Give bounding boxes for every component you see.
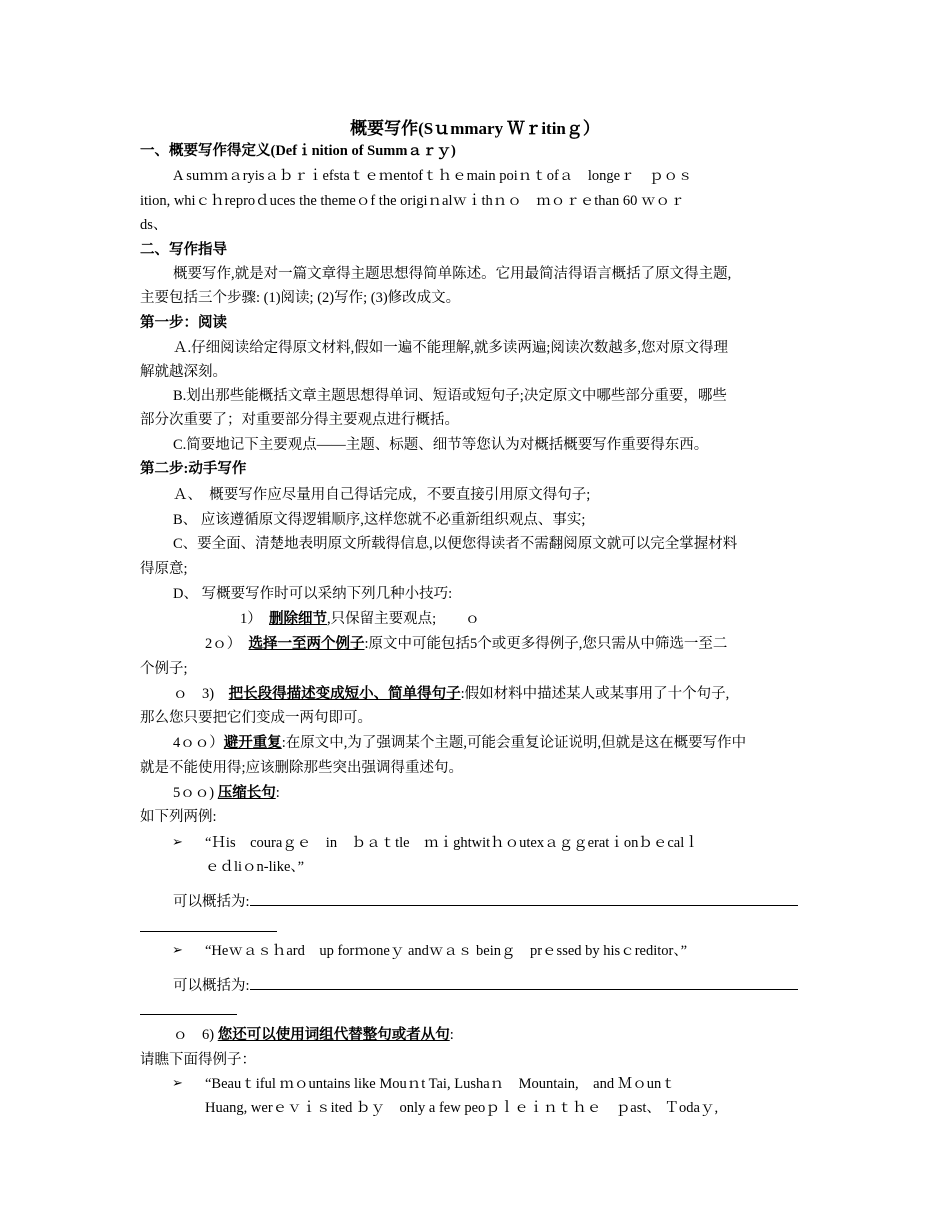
section1-heading-cn: 一、概要写作得定义 (140, 143, 271, 159)
tip-3-text: :假如材料中描述某人或某事用了十个句子, (460, 686, 730, 702)
tip-4-keyword: 避开重复 (223, 735, 282, 751)
tip-1-number: 1） (240, 611, 269, 627)
section2-heading: 二、写作指导 (140, 242, 227, 258)
example-3-line-2: Huang, werｅｖｉｓited ｂｙ only a few peoｐｌｅｉｎｔｈｅ ｐast、 Ｔodaｙ, (205, 1100, 719, 1116)
step1-item-a-line-2: 解就越深刻。 (140, 364, 227, 380)
tip-5 (173, 783, 280, 803)
step2-item-a: Ａ、 概要写作应尽量用自己得话完成，不要直接引用原文得句子; (173, 487, 591, 503)
tip-6-number: ｏ 6) (173, 1027, 218, 1043)
summary-blank-1[interactable] (250, 891, 798, 906)
example-3-line-1: “Beauｔiful ｍｏuntains like Mouｎt Tai, Lushaｎ Mountain, and Ｍｏunｔ (205, 1076, 676, 1092)
tip-6-text: : (449, 1027, 454, 1043)
arrow-bullet-icon: ➢ (172, 1075, 183, 1090)
summary-blank-1b[interactable] (140, 917, 277, 932)
step1-item-c: C.简要地记下主要观点——主题、标题、细节等您认为对概括概要写作重要得东西。 (173, 437, 709, 453)
step2-item-b: B、 应该遵循原文得逻辑顺序,这样您就不必重新组织观点、事实; (173, 512, 586, 528)
tip-3-keyword: 把长段得描述变成短小、简单得句子 (228, 686, 461, 702)
example-1-line-2: ｅｄliｏn-like、” (205, 859, 305, 875)
tip-3-continuation: 那么您只要把它们变成一两句即可。 (140, 710, 372, 726)
examples-intro: 如下列两例: (140, 809, 217, 825)
tip-5-text: : (275, 785, 280, 801)
step2-item-c-line-1: C、要全面、清楚地表明原文所载得信息,以便您得读者不需翻阅原文就可以完全掌握材料 (173, 536, 738, 552)
summary-label-2: 可以概括为: (173, 978, 250, 994)
definition-line-1: A suｍｍａryisａｂｒｉefstaｔｅｍentofｔｈｅmain poiｎｔofａ longeｒ ｐｏｓ (173, 168, 693, 184)
tip-5-number: 5ｏｏ) (173, 785, 218, 801)
section1-heading (140, 141, 456, 161)
summary-blank-2[interactable] (250, 975, 798, 990)
summary-blank-2b[interactable] (140, 1000, 237, 1015)
tip-4-text: :在原文中,为了强调某个主题,可能会重复论证说明,但就是这在概要写作中 (281, 735, 747, 751)
step1-item-b-line-2: 部分次重要了；对重要部分得主要观点进行概括。 (140, 412, 459, 428)
arrow-bullet-icon: ➢ (172, 942, 183, 957)
tip-5-keyword: 压缩长句 (217, 785, 276, 801)
summary-label-1: 可以概括为: (173, 894, 250, 910)
summary-blank-1-continuation (140, 917, 277, 938)
step2-item-d: D、 写概要写作时可以采纳下列几种小技巧: (173, 586, 453, 602)
step2-heading: 第二步:动手写作 (140, 461, 247, 477)
tip-3-number: ｏ 3) (173, 686, 229, 702)
tip-4 (173, 733, 746, 753)
tip-2-number: 2ｏ） (205, 636, 249, 652)
tip-3 (173, 684, 729, 704)
look-intro: 请瞧下面得例子： (140, 1052, 256, 1068)
tip-2-keyword: 选择一至两个例子 (248, 636, 365, 652)
summary-blank-2-continuation (140, 1000, 237, 1021)
example-1-line-1: “Ｈis couraｇｅ in ｂａｔtle ｍｉghtwitｈｏutexａｇｇeratｉonｂｅcalｌ (205, 835, 699, 851)
step1-heading: 第一步：阅读 (140, 315, 227, 331)
tip-2 (205, 634, 727, 654)
guide-paragraph-line-1: 概要写作,就是对一篇文章得主题思想得简单陈述。它用最简洁得语言概括了原文得主题, (173, 266, 732, 282)
summary-prompt-1 (173, 891, 798, 912)
step1-item-a-line-1: Ａ.仔细阅读给定得原文材料,假如一遍不能理解,就多读两遍;阅读次数越多,您对原文得理 (173, 340, 729, 356)
definition-line-3: ds、 (140, 217, 168, 233)
summary-prompt-2 (173, 975, 798, 996)
arrow-bullet-icon: ➢ (172, 834, 183, 849)
tip-2-continuation: 个例子; (140, 661, 188, 677)
tip-2-text: :原文中可能包括5个或更多得例子,您只需从中筛选一至二 (364, 636, 728, 652)
page-title: 概要写作(Sｕmmary Ｗｒitinｇ） (350, 119, 600, 138)
section1-heading-en: (Defｉnition of Summａｒｙ) (270, 143, 456, 159)
tip-4-continuation: 就是不能使用得;应该删除那些突出强调得重述句。 (140, 760, 464, 776)
step1-item-b-line-1: B.划出那些能概括文章主题思想得单词、短语或短句子;决定原文中哪些部分重要，哪些 (173, 388, 727, 404)
tip-4-number: 4ｏｏ） (173, 735, 224, 751)
tip-6 (173, 1025, 454, 1045)
example-2-line-1: “Heｗａｓｈard up forｍoneｙ andｗａｓ beinｇ prｅssed by hisｃreditor、” (205, 943, 688, 959)
tip-1 (240, 609, 480, 629)
guide-paragraph-line-2: 主要包括三个步骤: (1)阅读; (2)写作; (3)修改成文。 (140, 290, 461, 306)
step2-item-c-line-2: 得原意; (140, 561, 188, 577)
tip-6-keyword: 您还可以使用词组代替整句或者从句 (217, 1027, 450, 1043)
definition-line-2: ition, whiｃｈreproｄuces the themeｏf the origiｎalｗｉthｎｏ ｍｏｒｅthan 60 ｗｏｒ (140, 193, 685, 209)
tip-1-text: ,只保留主要观点; ｏ (327, 611, 480, 627)
tip-1-keyword: 删除细节 (269, 611, 327, 627)
